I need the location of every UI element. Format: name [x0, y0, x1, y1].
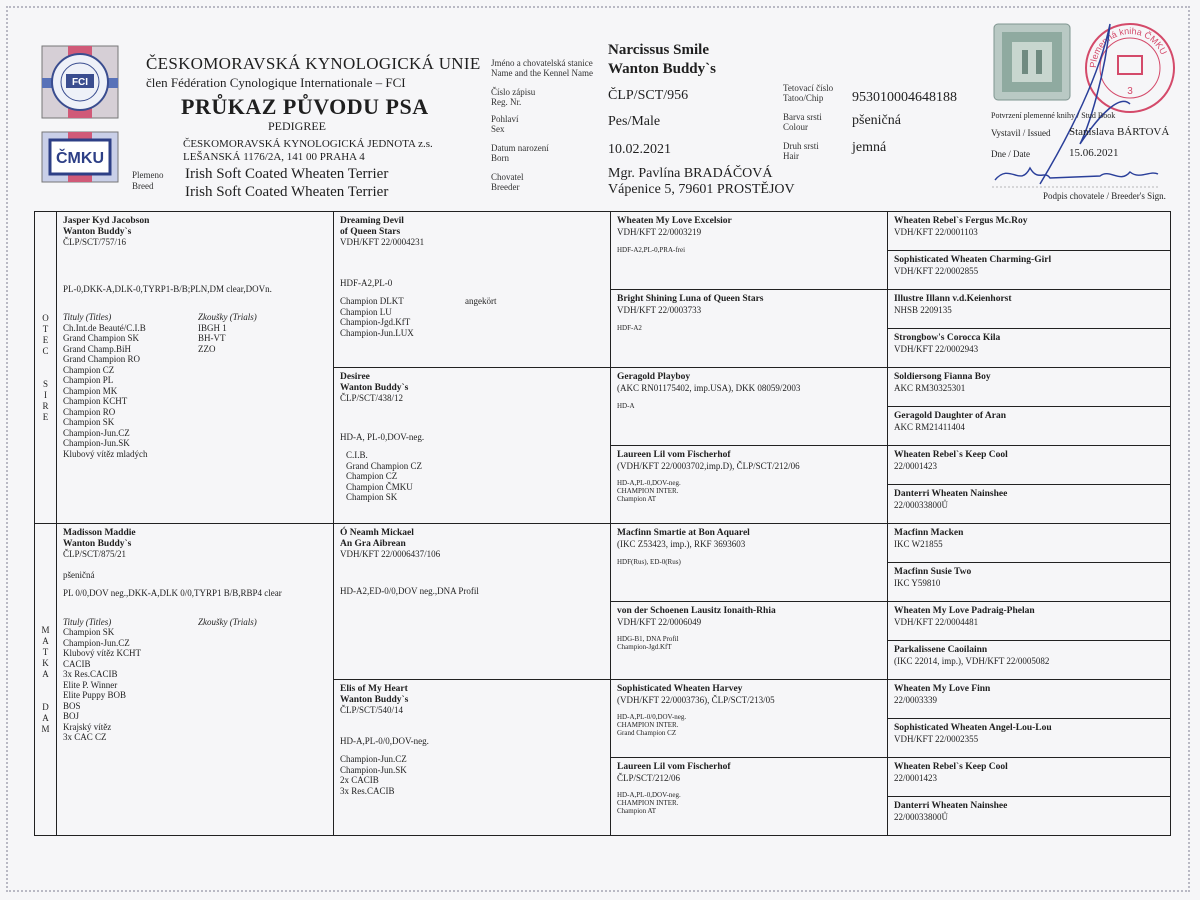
- dam-cell: Madisson Maddie Wanton Buddy`s ČLP/SCT/875/21 pšeničná PL 0/0,DOV neg.,DKK-A,DLK 0/0,TYRP1 B/B,RBP4 clear Tituly (Titles) Champion SK Champion-Jun.CZ Klubový vítěz KCHT CACIB 3x Res.CACIB Elite P. Winner Elite Puppy BOB BOS BOJ Krajský vítěz 3x CAC CZ Zkoušky (Trials): [57, 524, 334, 836]
- breeder-label-cz: Chovatel: [491, 172, 524, 182]
- sire-name1: Jasper Kyd Jacobson: [63, 216, 150, 226]
- colour-label-en: Colour: [783, 122, 809, 132]
- sire-cell: Jasper Kyd Jacobson Wanton Buddy`s ČLP/SCT/757/16 PL-0,DKK-A,DLK-0,TYRP1-B/B;PLN,DM clear,DOVn. Tituly (Titles) Ch.Int.de Beauté/C.I.B Grand Champion SK Grand Champ.BiH Grand Champion RO Champion CZ Champion PL Champion MK Champion KCHT Champion RO Champion SK Champion-Jun.CZ Champion-Jun.SK Klubový vítěz mladých Zkoušky (Trials) IBGH 1 BH-VT ZZO: [57, 212, 334, 524]
- studbook-confirm-label: Potvrzení plemenné knihy / Stud Book: [991, 111, 1116, 120]
- gen3-cell-7: Sophisticated Wheaten Harvey (VDH/KFT 22/0003736), ČLP/SCT/213/05 HD-A,PL-0/0,DOV-neg. CHAMPION INTER. Grand Champion CZ: [611, 680, 888, 758]
- org-name: ČESKOMORAVSKÁ KYNOLOGICKÁ UNIE: [146, 54, 481, 73]
- gen4-cell-12: Parkalissene Caoilainn (IKC 22014, imp.), VDH/KFT 22/0005082: [888, 641, 1171, 680]
- reg-label-cz: Číslo zápisu: [491, 87, 536, 97]
- tattoo-label-en: Tatoo/Chip: [783, 93, 824, 103]
- stamp-number: 3: [1127, 86, 1133, 97]
- sire-sire-cell: Dreaming Devil of Queen Stars VDH/KFT 22/0004231 HDF-A2,PL-0 Champion DLKT Champion LU Champion-Jgd.KfT Champion-Jun.LUX angekört: [334, 212, 611, 368]
- sire-trials-head: Zkoušky (Trials): [198, 312, 257, 322]
- date-label: Dne / Date: [991, 149, 1030, 159]
- org2-line1: ČESKOMORAVSKÁ KYNOLOGICKÁ JEDNOTA z.s.: [183, 138, 433, 150]
- sire-health: PL-0,DKK-A,DLK-0,TYRP1-B/B;PLN,DM clear,DOVn.: [63, 283, 272, 294]
- gen4-cell-10: Macfinn Susie Two IKC Y59810: [888, 563, 1171, 602]
- breeder-address: Vápenice 5, 79601 PROSTĚJOV: [608, 182, 795, 197]
- dam-colour: pšeničná: [63, 569, 95, 580]
- cmku-logo-text: ČMKU: [56, 150, 104, 167]
- dam-sire-cell: Ó Neamh Mickael An Gra Aibrean VDH/KFT 22/0006437/106 HD-A2,ED-0/0,DOV neg.,DNA Profil: [334, 524, 611, 680]
- gen4-cell-8: Danterri Wheaten Nainshee 22/00033800Ů: [888, 485, 1171, 524]
- doc-subtitle: PEDIGREE: [268, 119, 326, 133]
- breed-cz: Irish Soft Coated Wheaten Terrier: [185, 166, 389, 182]
- gen4-cell-16: Danterri Wheaten Nainshee 22/00033800Ů: [888, 797, 1171, 836]
- gen4-cell-6: Geragold Daughter of Aran AKC RM21411404: [888, 407, 1171, 446]
- sex-label-en: Sex: [491, 124, 505, 134]
- issued-by: Stanislava BÁRTOVÁ: [1069, 126, 1170, 138]
- sire-side-label: O T E C S I R E: [35, 212, 57, 524]
- gen4-cell-15: Wheaten Rebel`s Keep Cool 22/0001423: [888, 758, 1171, 797]
- breeder-name: Mgr. Pavlína BRADÁČOVÁ: [608, 166, 773, 181]
- gen4-cell-11: Wheaten My Love Padraig-Phelan VDH/KFT 22/0004481: [888, 602, 1171, 641]
- breed-en: Irish Soft Coated Wheaten Terrier: [185, 184, 389, 200]
- org-logos: [40, 44, 120, 184]
- hair-label-cz: Druh srsti: [783, 141, 819, 151]
- doc-title: PRŮKAZ PŮVODU PSA: [181, 94, 429, 119]
- dog-born: 10.02.2021: [608, 142, 671, 157]
- gen4-cell-2: Sophisticated Wheaten Charming-Girl VDH/KFT 22/0002855: [888, 251, 1171, 290]
- dam-health: PL 0/0,DOV neg.,DKK-A,DLK 0/0,TYRP1 B/B,RBP4 clear: [63, 588, 282, 598]
- name-label-cz: Jméno a chovatelská stanice: [491, 58, 593, 68]
- gen3-cell-5: Macfinn Smartie at Bon Aquarel (IKC Z53423, imp.), RKF 3693603 HDF(Rus), ED-0(Rus): [611, 524, 888, 602]
- dog-hair: jemná: [852, 140, 887, 155]
- tattoo-label-cz: Tetovací číslo: [783, 83, 834, 93]
- dog-colour: pšeničná: [852, 113, 901, 128]
- gen3-cell-8: Laureen Lil vom Fischerhof ČLP/SCT/212/06 HD-A,PL-0,DOV-neg. CHAMPION INTER. Champion AT: [611, 758, 888, 836]
- gen4-cell-13: Wheaten My Love Finn 22/0003339: [888, 680, 1171, 719]
- issued-label: Vystavil / Issued: [991, 128, 1051, 138]
- gen4-cell-4: Strongbow's Corocca Kila VDH/KFT 22/0002943: [888, 329, 1171, 368]
- fci-logo-text: FCI: [71, 77, 89, 88]
- born-label-cz: Datum narození: [491, 143, 549, 153]
- sire-dam-cell: Desiree Wanton Buddy`s ČLP/SCT/438/12 HD-A, PL-0,DOV-neg. C.I.B. Grand Champion CZ Champion CZ Champion ČMKU Champion SK: [334, 368, 611, 524]
- issue-date: 15.06.2021: [1069, 147, 1119, 159]
- sex-label-cz: Pohlaví: [491, 114, 519, 124]
- gen4-cell-1: Wheaten Rebel`s Fergus Mc.Roy VDH/KFT 22/0001103: [888, 212, 1171, 251]
- hair-label-en: Hair: [783, 151, 799, 161]
- dam-dam-cell: Elis of My Heart Wanton Buddy`s ČLP/SCT/540/14 HD-A,PL-0/0,DOV-neg. Champion-Jun.CZ Champion-Jun.SK 2x CACIB 3x Res.CACIB: [334, 680, 611, 836]
- dam-reg: ČLP/SCT/875/21: [63, 549, 127, 559]
- name-label-en: Name and the Kennel Name: [491, 68, 593, 78]
- gen4-cell-5: Soldiersong Fianna Boy AKC RM30325301: [888, 368, 1171, 407]
- sire-titles-head: Tituly (Titles): [63, 312, 112, 322]
- org-member: člen Fédération Cynologique Internationale – FCI: [146, 75, 406, 90]
- sire-reg: ČLP/SCT/757/16: [63, 237, 127, 247]
- dog-sex: Pes/Male: [608, 114, 661, 129]
- gen4-cell-7: Wheaten Rebel`s Keep Cool 22/0001423: [888, 446, 1171, 485]
- reg-label-en: Reg. Nr.: [491, 97, 522, 107]
- sire-name2: Wanton Buddy`s: [63, 226, 132, 237]
- tattoo-chip: 953010004648188: [852, 90, 957, 105]
- gen3-cell-6: von der Schoenen Lausitz Ionaith-Rhia VDH/KFT 22/0006049 HDG-B1, DNA Profil Champion-Jgd.KfT: [611, 602, 888, 680]
- colour-label-cz: Barva srsti: [783, 112, 822, 122]
- breeder-signature: [990, 160, 1160, 190]
- fci-logo: [40, 44, 120, 184]
- gen3-cell-3: Geragold Playboy (AKC RN01175402, imp.USA), DKK 08059/2003 HD-A: [611, 368, 888, 446]
- dog-name-line1: Narcissus Smile: [608, 42, 709, 58]
- dog-name-line2: Wanton Buddy`s: [608, 61, 716, 77]
- gen4-cell-3: Illustre Illann v.d.Keienhorst NHSB 2209135: [888, 290, 1171, 329]
- breed-label-en: Breed: [132, 181, 154, 191]
- dog-reg: ČLP/SCT/956: [608, 88, 689, 103]
- gen3-cell-2: Bright Shining Luna of Queen Stars VDH/KFT 22/0003733 HDF-A2: [611, 290, 888, 368]
- stamp-text: Plemenná kniha ČMKU: [1087, 25, 1169, 69]
- born-label-en: Born: [491, 153, 509, 163]
- gen4-cell-14: Sophisticated Wheaten Angel-Lou-Lou VDH/KFT 22/0002355: [888, 719, 1171, 758]
- gen3-cell-1: Wheaten My Love Excelsior VDH/KFT 22/0003219 HDF-A2,PL-0,PRA-frei: [611, 212, 888, 290]
- org2-line2: LEŠANSKÁ 1176/2A, 141 00 PRAHA 4: [183, 151, 365, 163]
- dam-side-label: M A T K A D A M: [35, 524, 57, 836]
- dam-name1: Madisson Maddie: [63, 528, 136, 538]
- dam-name2: Wanton Buddy`s: [63, 538, 132, 549]
- breed-label-cz: Plemeno: [132, 170, 164, 180]
- pedigree-table: [34, 211, 1171, 836]
- breeder-sign-label: Podpis chovatele / Breeder's Sign.: [1043, 191, 1166, 201]
- breeder-label-en: Breeder: [491, 182, 520, 192]
- gen4-cell-9: Macfinn Macken IKC W21855: [888, 524, 1171, 563]
- gen3-cell-4: Laureen Lil vom Fischerhof (VDH/KFT 22/0003702,imp.D), ČLP/SCT/212/06 HD-A,PL-0,DOV-neg. CHAMPION INTER. Champion AT: [611, 446, 888, 524]
